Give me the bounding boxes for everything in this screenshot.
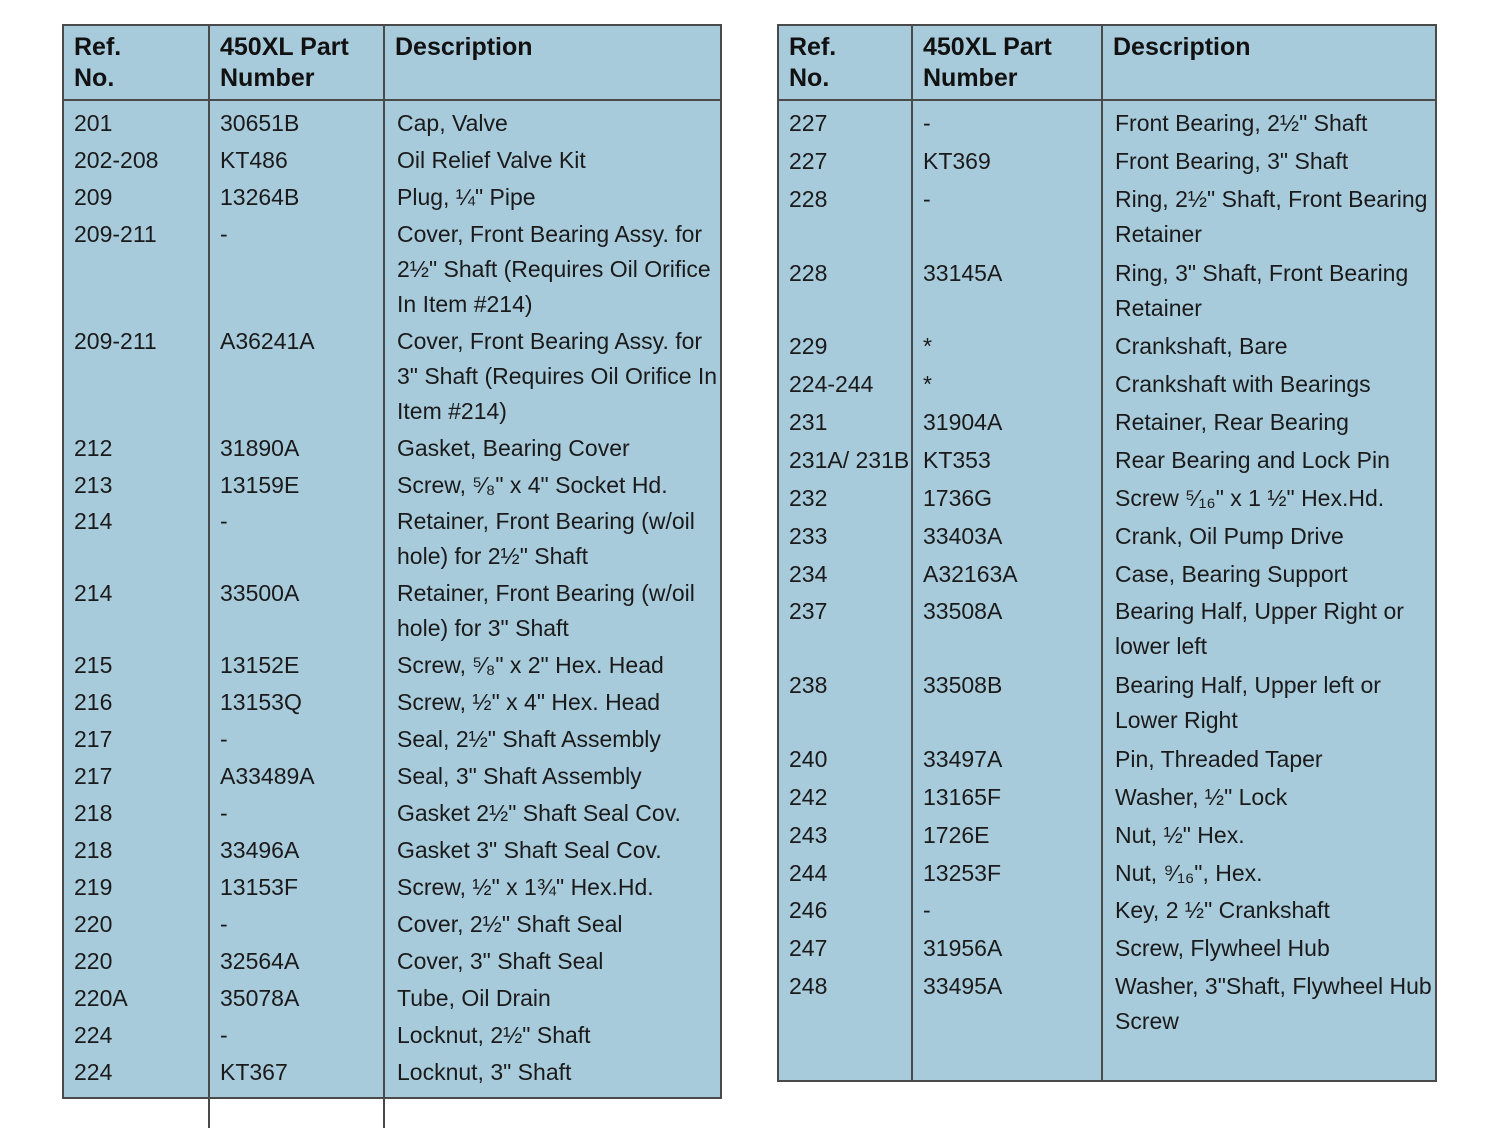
cell-part-number: A32163A <box>912 556 1102 594</box>
table-row <box>64 179 720 216</box>
table-row <box>779 255 1435 329</box>
table-row <box>779 968 1435 1042</box>
table-row <box>779 741 1435 779</box>
table-row <box>779 817 1435 855</box>
right-table <box>779 26 1435 1080</box>
cell-description: Nut, ½" Hex. <box>1115 821 1245 848</box>
cell-description: Screw ⁵⁄₁₆" x 1 ½" Hex.Hd. <box>1115 484 1385 511</box>
table-row <box>779 930 1435 968</box>
cell-description: Nut, ⁹⁄₁₆", Hex. <box>1115 859 1263 886</box>
table-row <box>779 100 1435 143</box>
table-row <box>64 100 720 142</box>
cell-description: Front Bearing, 2½" Shaft <box>1115 110 1368 136</box>
cell-description: Cover, 2½" Shaft Seal <box>397 910 623 937</box>
cell-description: Locknut, 3" Shaft <box>397 1058 572 1085</box>
table-row <box>64 430 720 467</box>
cell-description: Plug, ¼" Pipe <box>397 183 536 210</box>
column-header-ref-line2: No. <box>74 63 115 92</box>
cell-ref-no: 216 <box>64 684 209 721</box>
column-header-ref-no <box>779 26 912 100</box>
cell-description: Screw, ½" x 4" Hex. Head <box>397 689 661 716</box>
cell-description: Locknut, 2½" Shaft <box>397 1021 591 1048</box>
cell-ref-no: 213 <box>64 467 209 504</box>
cell-description: Washer, 3"Shaft, Flywheel Hub Screw <box>1115 973 1432 1035</box>
cell-part-number: KT486 <box>209 142 384 179</box>
left-table <box>64 26 720 1128</box>
cell-ref-no: 227 <box>779 100 912 143</box>
cell-ref-no: 246 <box>779 892 912 930</box>
right-table-header <box>779 26 1435 100</box>
cell-part-number: 1726E <box>912 817 1102 855</box>
cell-part-number: - <box>209 795 384 832</box>
cell-part-number: - <box>209 503 384 575</box>
table-filler-row <box>64 1091 720 1128</box>
table-row <box>779 442 1435 480</box>
cell-description: Gasket 3" Shaft Seal Cov. <box>397 837 662 864</box>
cell-part-number: 13165F <box>912 779 1102 817</box>
cell-description: Pin, Threaded Taper <box>1115 745 1323 772</box>
cell-description: Retainer, Front Bearing (w/oil hole) for 2½" Shaft <box>397 508 695 570</box>
cell-description: Cover, 3" Shaft Seal <box>397 947 604 974</box>
cell-ref-no: 209-211 <box>64 323 209 430</box>
table-row <box>64 869 720 906</box>
cell-ref-no: 233 <box>779 518 912 556</box>
table-filler-row <box>779 1042 1435 1080</box>
cell-description: Case, Bearing Support <box>1115 560 1348 587</box>
cell-ref-no: 220 <box>64 943 209 980</box>
table-row <box>64 980 720 1017</box>
column-header-part-line2: Number <box>923 63 1018 92</box>
cell-ref-no: 227 <box>779 143 912 181</box>
cell-part-number: 33403A <box>912 518 1102 556</box>
header-row <box>64 26 720 100</box>
cell-part-number: - <box>209 216 384 323</box>
table-row <box>64 1017 720 1054</box>
cell-ref-no: 232 <box>779 480 912 518</box>
cell-part-number: 1736G <box>912 480 1102 518</box>
cell-description: Bearing Half, Upper left or Lower Right <box>1115 672 1381 734</box>
cell-ref-no: 215 <box>64 647 209 684</box>
table-row <box>64 721 720 758</box>
left-parts-table <box>62 24 722 1099</box>
cell-ref-no: 244 <box>779 855 912 893</box>
cell-description: Tube, Oil Drain <box>397 984 551 1011</box>
table-row <box>64 503 720 575</box>
cell-ref-no: 212 <box>64 430 209 467</box>
cell-part-number: 35078A <box>209 980 384 1017</box>
cell-ref-no: 202-208 <box>64 142 209 179</box>
cell-ref-no: 242 <box>779 779 912 817</box>
cell-description: Cap, Valve <box>397 110 508 136</box>
cell-ref-no: 229 <box>779 328 912 366</box>
table-row <box>779 366 1435 404</box>
cell-part-number: 13159E <box>209 467 384 504</box>
table-row <box>779 593 1435 667</box>
cell-description: Bearing Half, Upper Right or lower left <box>1115 598 1404 660</box>
cell-ref-no: 224-244 <box>779 366 912 404</box>
column-header-description <box>384 26 720 100</box>
table-row <box>64 795 720 832</box>
cell-part-number: 31890A <box>209 430 384 467</box>
cell-description: Key, 2 ½" Crankshaft <box>1115 897 1330 924</box>
column-header-part-number <box>912 26 1102 100</box>
table-row <box>779 143 1435 181</box>
table-row <box>64 684 720 721</box>
cell-description: Ring, 3" Shaft, Front Bearing Retainer <box>1115 259 1409 321</box>
cell-part-number: - <box>209 1017 384 1054</box>
cell-ref-no: 234 <box>779 556 912 594</box>
header-row <box>779 26 1435 100</box>
cell-part-number: - <box>209 721 384 758</box>
cell-description: Screw, ⁵⁄₈" x 4" Socket Hd. <box>397 471 668 498</box>
left-table-body <box>64 100 720 1128</box>
table-row <box>779 181 1435 255</box>
cell-description: Retainer, Front Bearing (w/oil hole) for 3" Shaft <box>397 580 695 642</box>
table-row <box>64 216 720 323</box>
cell-part-number: 33508B <box>912 667 1102 741</box>
column-header-part-line1: 450XL Part <box>923 33 1052 61</box>
table-row <box>64 832 720 869</box>
cell-ref-no: 214 <box>64 575 209 647</box>
cell-ref-no: 228 <box>779 181 912 255</box>
column-header-description <box>1102 26 1435 100</box>
table-row <box>779 556 1435 594</box>
cell-part-number: 13153F <box>209 869 384 906</box>
cell-part-number: - <box>912 892 1102 930</box>
cell-part-number: 31904A <box>912 404 1102 442</box>
cell-part-number: KT369 <box>912 143 1102 181</box>
cell-part-number: 31956A <box>912 930 1102 968</box>
cell-description: Seal, 2½" Shaft Assembly <box>397 726 661 753</box>
cell-description: Crank, Oil Pump Drive <box>1115 522 1344 549</box>
cell-part-number: * <box>912 328 1102 366</box>
cell-part-number: 33495A <box>912 968 1102 1042</box>
cell-description: Crankshaft, Bare <box>1115 333 1288 360</box>
cell-ref-no: 217 <box>64 721 209 758</box>
cell-part-number: 33145A <box>912 255 1102 329</box>
cell-description: Screw, ⁵⁄₈" x 2" Hex. Head <box>397 652 664 679</box>
cell-ref-no: 231 <box>779 404 912 442</box>
cell-part-number: - <box>912 181 1102 255</box>
cell-ref-no: 243 <box>779 817 912 855</box>
cell-description: Washer, ½" Lock <box>1115 783 1288 810</box>
right-parts-table <box>777 24 1437 1082</box>
table-row <box>779 779 1435 817</box>
cell-description: Ring, 2½" Shaft, Front Bearing Retainer <box>1115 185 1428 247</box>
cell-description: Screw, Flywheel Hub <box>1115 935 1330 962</box>
column-header-ref-line1: Ref. <box>789 33 837 61</box>
table-row <box>64 647 720 684</box>
table-row <box>64 943 720 980</box>
cell-part-number: - <box>912 100 1102 143</box>
cell-ref-no: 209-211 <box>64 216 209 323</box>
column-header-ref-no <box>64 26 209 100</box>
cell-description: Cover, Front Bearing Assy. for 2½" Shaft (Requires Oil Orifice In Item #214) <box>397 220 711 317</box>
cell-ref-no: 237 <box>779 593 912 667</box>
table-row <box>64 758 720 795</box>
table-row <box>779 328 1435 366</box>
column-header-part-line1: 450XL Part <box>220 33 349 61</box>
table-row <box>64 323 720 430</box>
cell-part-number: 13152E <box>209 647 384 684</box>
cell-description: Crankshaft with Bearings <box>1115 371 1371 398</box>
cell-description: Oil Relief Valve Kit <box>397 146 586 173</box>
cell-part-number: 32564A <box>209 943 384 980</box>
cell-ref-no: 224 <box>64 1054 209 1091</box>
cell-part-number: * <box>912 366 1102 404</box>
cell-description: Retainer, Rear Bearing <box>1115 409 1349 436</box>
table-row <box>779 518 1435 556</box>
table-row <box>64 142 720 179</box>
cell-description: Cover, Front Bearing Assy. for 3" Shaft (Requires Oil Orifice In Item #214) <box>397 327 718 424</box>
cell-part-number: 33508A <box>912 593 1102 667</box>
table-row <box>779 404 1435 442</box>
cell-part-number: 13264B <box>209 179 384 216</box>
table-row <box>779 480 1435 518</box>
cell-ref-no: 238 <box>779 667 912 741</box>
cell-ref-no: 248 <box>779 968 912 1042</box>
table-row <box>64 1054 720 1091</box>
cell-ref-no: 218 <box>64 832 209 869</box>
column-header-desc-line1: Description <box>395 33 533 61</box>
cell-part-number: 33500A <box>209 575 384 647</box>
cell-description: Screw, ½" x 1¾" Hex.Hd. <box>397 874 654 901</box>
column-header-part-line2: Number <box>220 63 315 92</box>
table-row <box>779 892 1435 930</box>
cell-part-number: - <box>209 906 384 943</box>
column-header-ref-line1: Ref. <box>74 33 122 61</box>
cell-description: Seal, 3" Shaft Assembly <box>397 763 642 790</box>
cell-part-number: 13153Q <box>209 684 384 721</box>
cell-ref-no: 220A <box>64 980 209 1017</box>
cell-ref-no: 231A/ 231B <box>779 442 912 480</box>
cell-description: Rear Bearing and Lock Pin <box>1115 446 1390 473</box>
cell-ref-no: 201 <box>64 100 209 142</box>
cell-description: Front Bearing, 3" Shaft <box>1115 148 1349 175</box>
cell-part-number: 30651B <box>209 100 384 142</box>
table-row <box>64 906 720 943</box>
table-row <box>64 575 720 647</box>
cell-part-number: 33497A <box>912 741 1102 779</box>
cell-ref-no: 220 <box>64 906 209 943</box>
column-header-part-number <box>209 26 384 100</box>
cell-ref-no: 217 <box>64 758 209 795</box>
cell-ref-no: 218 <box>64 795 209 832</box>
cell-description: Gasket 2½" Shaft Seal Cov. <box>397 800 681 827</box>
right-table-body <box>779 100 1435 1080</box>
cell-part-number: A33489A <box>209 758 384 795</box>
cell-ref-no: 209 <box>64 179 209 216</box>
column-header-ref-line2: No. <box>789 63 830 92</box>
cell-part-number: A36241A <box>209 323 384 430</box>
table-row <box>779 855 1435 893</box>
cell-ref-no: 240 <box>779 741 912 779</box>
cell-ref-no: 214 <box>64 503 209 575</box>
cell-part-number: KT353 <box>912 442 1102 480</box>
cell-ref-no: 247 <box>779 930 912 968</box>
column-header-desc-line1: Description <box>1113 33 1251 61</box>
table-row <box>779 667 1435 741</box>
cell-ref-no: 228 <box>779 255 912 329</box>
cell-part-number: KT367 <box>209 1054 384 1091</box>
cell-ref-no: 224 <box>64 1017 209 1054</box>
left-table-header <box>64 26 720 100</box>
cell-part-number: 33496A <box>209 832 384 869</box>
cell-description: Gasket, Bearing Cover <box>397 434 630 461</box>
cell-part-number: 13253F <box>912 855 1102 893</box>
table-row <box>64 467 720 504</box>
cell-ref-no: 219 <box>64 869 209 906</box>
